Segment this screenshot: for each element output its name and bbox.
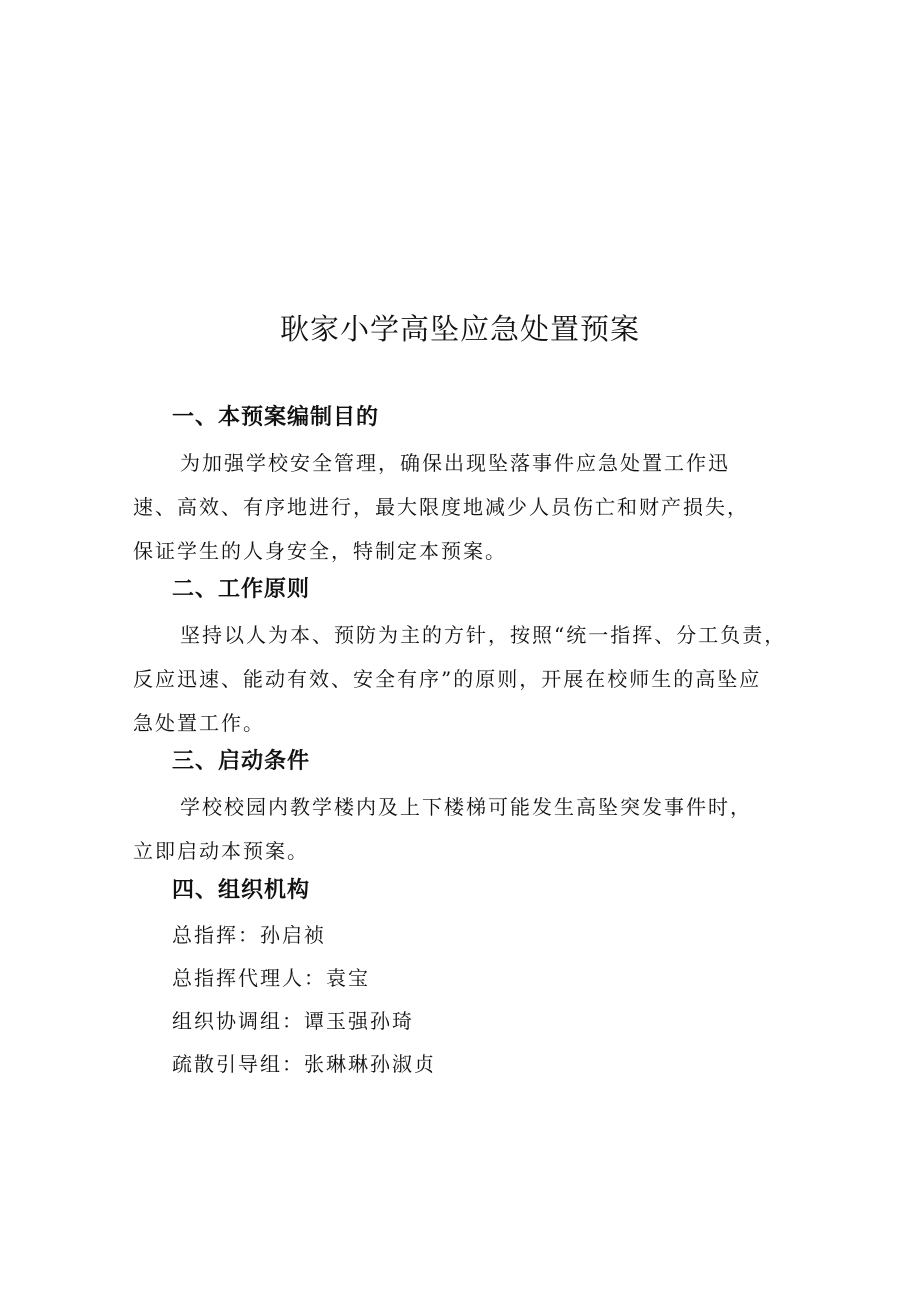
section-heading-organization: 四、组织机构: [172, 878, 311, 903]
paragraph-line: 速、高效、有序地进行，最大限度地减少人员伤亡和财产损失，: [133, 495, 749, 519]
section-paragraph-principles: [133, 613, 813, 745]
paragraph-line: 为加强学校安全管理，确保出现坠落事件应急处置工作迅: [180, 451, 730, 475]
organization-item: 总指挥：孙启祯: [172, 923, 326, 947]
paragraph-line: 急处置工作。: [133, 711, 265, 735]
paragraph-line: 保证学生的人身安全，特制定本预案。: [133, 539, 507, 563]
section-heading-purpose: 一、本预案编制目的: [172, 405, 380, 430]
section-heading-activation: 三、启动条件: [172, 749, 311, 774]
paragraph-line: 反应迅速、能动有效、安全有序”的原则，开展在校师生的高坠应: [133, 667, 762, 691]
paragraph-line: 坚持以人为本、预防为主的方针，按照“统一指挥、分工负责，: [180, 623, 787, 647]
organization-item: 总指挥代理人：袁宝: [172, 966, 370, 990]
paragraph-line: 立即启动本预案。: [133, 839, 309, 863]
organization-item: 疏散引导组：张琳琳孙淑贞: [172, 1052, 436, 1076]
document-title: 耿家小学高坠应急处置预案: [279, 312, 640, 346]
organization-item: 组织协调组：谭玉强孙琦: [172, 1009, 414, 1033]
section-heading-principles: 二、工作原则: [172, 577, 311, 602]
section-paragraph-purpose: [133, 441, 813, 573]
section-paragraph-activation: [133, 785, 813, 873]
paragraph-line: 学校校园内教学楼内及上下楼梯可能发生高坠突发事件时，: [180, 795, 752, 819]
